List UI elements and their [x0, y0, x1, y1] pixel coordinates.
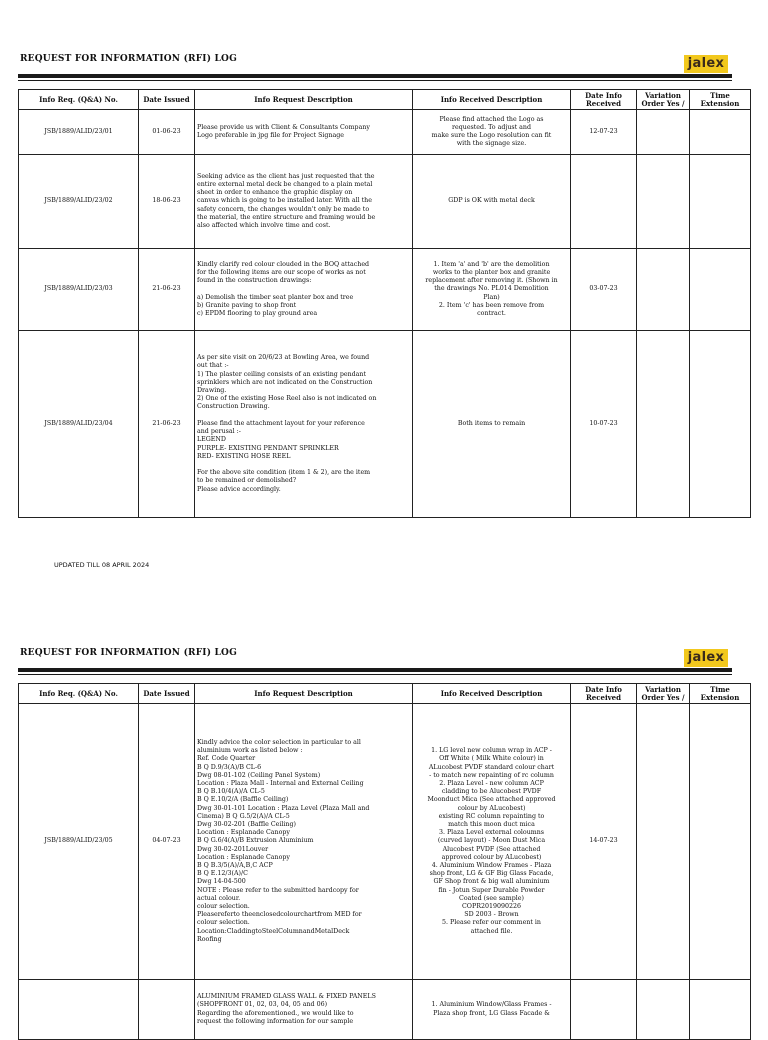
cell-time-extension [690, 980, 751, 1040]
col-header-date-received: Date Info Received [571, 684, 637, 704]
col-header-variation: Variation Order Yes / [637, 684, 690, 704]
cell-issued: 21-06-23 [139, 249, 195, 331]
table-row [19, 980, 751, 1040]
cell-received: 1. Item 'a' and 'b' are the demolition works to the planter box and granite replacement after removing it. (Shown in the drawings No. PL014 Demolition Plan) 2. Item 'c' has been remove from contract. [413, 249, 571, 331]
cell-date-received: 03-07-23 [571, 249, 637, 331]
col-header-request: Info Request Description [195, 684, 413, 704]
cell-no [19, 980, 139, 1040]
cell-variation [637, 331, 690, 518]
cell-date-received: 12-07-23 [571, 110, 637, 155]
col-header-date-issued: Date Issued [139, 90, 195, 110]
cell-no: JSB/1889/ALID/23/02 [19, 155, 139, 249]
cell-no: JSB/1889/ALID/23/05 [19, 704, 139, 980]
table-row [19, 704, 751, 980]
cell-received: Both items to remain [413, 331, 571, 518]
cell-received: Please find attached the Logo as requested. To adjust and make sure the Logo resolution can fit with the signage size. [413, 110, 571, 155]
rfi-table [18, 89, 751, 518]
col-header-request: Info Request Description [195, 90, 413, 110]
cell-date-received: 10-07-23 [571, 331, 637, 518]
cell-date-received [571, 980, 637, 1040]
cell-variation [637, 249, 690, 331]
cell-no: JSB/1889/ALID/23/01 [19, 110, 139, 155]
table-header-row [19, 90, 751, 110]
cell-issued: 18-06-23 [139, 155, 195, 249]
col-header-no: Info Req. (Q&A) No. [19, 90, 139, 110]
cell-variation [637, 980, 690, 1040]
col-header-time-extension: Time Extension [690, 90, 751, 110]
cell-received: 1. LG level new column wrap in ACP - Off White ( Milk White colour) in ALucobest PVDF standard colour chart - to match new repainting of rc column 2. Plaza Level - new column ACP cladding to be Alucobest PVDF Moonduct Mica (See attached approved colour by ALucobest) existing RC column repainting to match this moon duct mica 3. Plaza Level external coloumns (curved layout) - Moon Dust Mica Alucobest PVDF (See attached approved colour by ALucobest) 4. Aluminium Window Frames - Plaza shop front, LG & GF Big Glass Facade, GF Shop front & big wall aluminium fin - Jotun Super Durable Powder Coated (see sample) COPR2019090226 SD 2003 - Brown 5. Please refer our comment in attached file. [413, 704, 571, 980]
table-header-row [19, 684, 751, 704]
col-header-received: Info Received Description [413, 684, 571, 704]
col-header-date-issued: Date Issued [139, 684, 195, 704]
updated-note: UPDATED TILL 08 APRIL 2024 [54, 561, 150, 569]
cell-issued: 04-07-23 [139, 704, 195, 980]
header-rule [18, 668, 732, 672]
page-title: REQUEST FOR INFORMATION (RFI) LOG [20, 648, 237, 658]
cell-no: JSB/1889/ALID/23/04 [19, 331, 139, 518]
cell-request: ALUMINIUM FRAMED GLASS WALL & FIXED PANELS (SHOPFRONT 01, 02, 03, 04, 05 and 06) Regarding the aforementioned., we would like to request the following information for our sample [195, 980, 413, 1040]
col-header-no: Info Req. (Q&A) No. [19, 684, 139, 704]
cell-variation [637, 704, 690, 980]
rfi-table [18, 683, 751, 1040]
table-row [19, 155, 751, 249]
cell-time-extension [690, 331, 751, 518]
header-rule [18, 74, 732, 78]
page-title: REQUEST FOR INFORMATION (RFI) LOG [20, 54, 237, 64]
header-rule-thin [18, 80, 732, 81]
header-rule-thin [18, 674, 732, 675]
cell-request: Please provide us with Client & Consultants Company Logo preferable in jpg file for Project Signage [195, 110, 413, 155]
jalex-logo: jalex [684, 55, 728, 73]
table-row [19, 249, 751, 331]
cell-request: As per site visit on 20/6/23 at Bowling Area, we found out that :- 1) The plaster ceiling consists of an existing pendant sprinklers which are not indicated on the Construction Drawing. 2) One of the existing Hose Reel also is not indicated on Construction Drawing. Please find the attachment layout for your reference and perusal :- LEGEND PURPLE- EXISTING PENDANT SPRINKLER RED- EXISTING HOSE REEL For the above site condition (item 1 & 2), are the item to be remained or demolished? Please advice accordingly. [195, 331, 413, 518]
col-header-received: Info Received Description [413, 90, 571, 110]
cell-variation [637, 155, 690, 249]
jalex-logo: jalex [684, 649, 728, 667]
cell-issued: 01-06-23 [139, 110, 195, 155]
cell-time-extension [690, 155, 751, 249]
cell-date-received [571, 155, 637, 249]
table-row [19, 331, 751, 518]
cell-time-extension [690, 704, 751, 980]
cell-no: JSB/1889/ALID/23/03 [19, 249, 139, 331]
cell-time-extension [690, 249, 751, 331]
cell-request: Kindly advice the color selection in particular to all aluminium work as listed below : Ref. Code Quarter B Q D.9/3(A)/B CL-6 Dwg 08-01-102 (Ceiling Panel System) Location : Plaza Mall - Internal and External Ceiling B Q B.10/4(A)/A CL-5 B Q E.10/2/A (Baffle Ceiling) Dwg 30-01-101 Location : Plaza Level (Plaza Mall and Cinema) B Q G.5/2(A)/A CL-5 Dwg 30-02-201 (Baffle Ceiling) Location : Esplanade Canopy B Q G.6/4(A)/B Extrusion Aluminium Dwg 30-02-201Louver Location : Esplanade Canopy B Q B.3/5(A)/A,B,C ACP B Q E.12/3(A)/C Dwg 14-04-500 NOTE : Please refer to the submitted hardcopy for actual colour. colour selection. Pleasereferto theenclosedcolourchartfrom MED for colour selection. Location:CladdingtoSteelColumnandMetalDeck Roofing [195, 704, 413, 980]
cell-request: Seeking advice as the client has just requested that the entire external metal deck be changed to a plain metal sheet in order to enhance the graphic display on canvas which is going to be installed later. With all the safety concern, the changes wouldn't only be made to the material, the entire structure and framing would be also affected which involve time and cost. [195, 155, 413, 249]
cell-issued [139, 980, 195, 1040]
cell-issued: 21-06-23 [139, 331, 195, 518]
cell-variation [637, 110, 690, 155]
col-header-variation: Variation Order Yes / [637, 90, 690, 110]
cell-received: 1. Aluminium Window/Glass Frames - Plaza shop front, LG Glass Facade & [413, 980, 571, 1040]
cell-time-extension [690, 110, 751, 155]
cell-date-received: 14-07-23 [571, 704, 637, 980]
col-header-time-extension: Time Extension [690, 684, 751, 704]
cell-request: Kindly clarify red colour clouded in the BOQ attached for the following items are our scope of works as not found in the construction drawings: a) Demolish the timber seat planter box and tree b) Granite paving to shop front c) EPDM flooring to play ground area [195, 249, 413, 331]
cell-received: GDP is OK with metal deck [413, 155, 571, 249]
col-header-date-received: Date Info Received [571, 90, 637, 110]
table-row [19, 110, 751, 155]
